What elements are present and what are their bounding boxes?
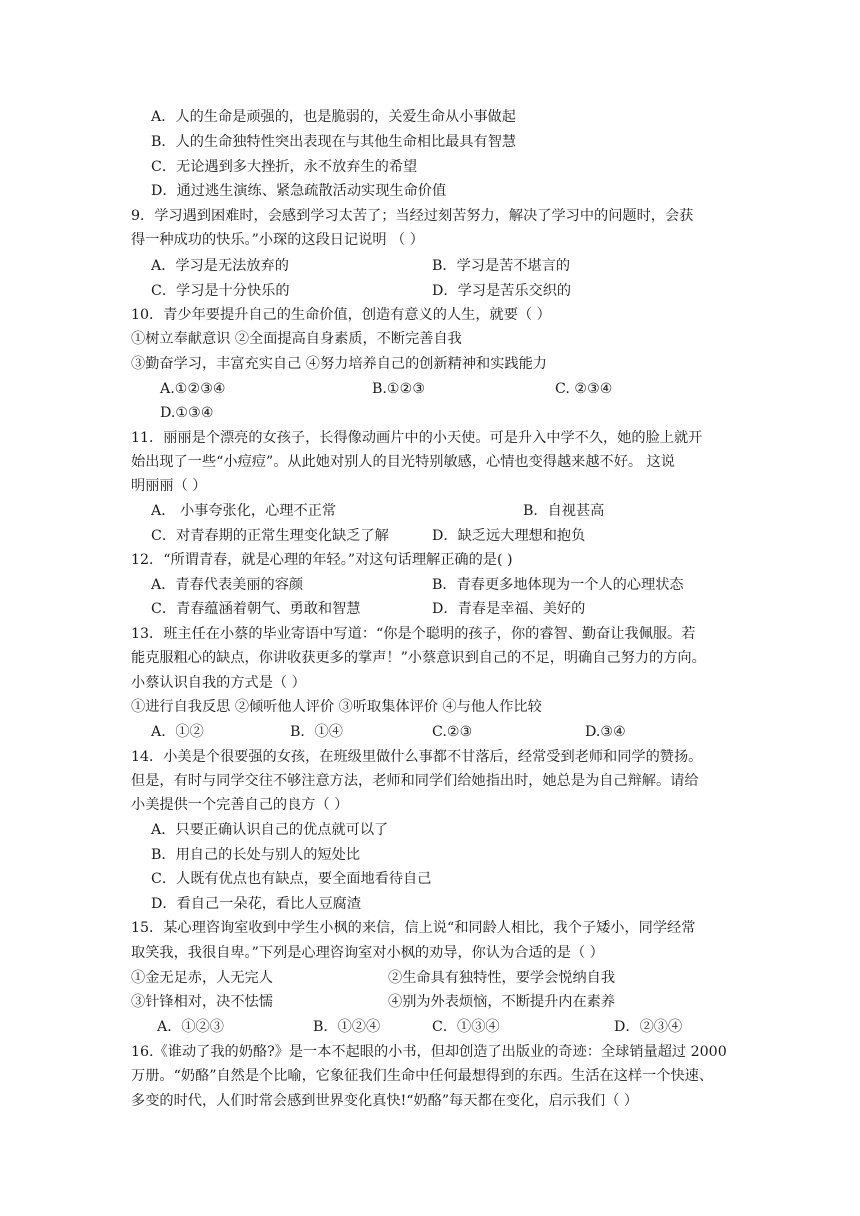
q9-stem-line1: 9．学习遇到困难时，会感到学习太苦了；当经过刻苦努力，解决了学习中的问题时，会获 [131, 208, 694, 224]
q14-option-c: C．人既有优点也有缺点，要全面地看待自己 [151, 871, 432, 887]
q16-stem-line1: 16.《谁动了我的奶酪?》是一本不起眼的小书，但却创造了出版业的奇迹：全球销量超过 2000 [131, 1044, 727, 1060]
q9-option-a: A．学习是无法放弃的 [151, 258, 289, 274]
q8-option-d: D．通过逃生演练、紧急疏散活动实现生命价值 [151, 183, 447, 199]
q16-stem-line3: 多变的时代，人们时常会感到世界变化真快!“奶酪”每天都在变化，启示我们（ ） [131, 1093, 639, 1109]
q8-option-c: C．无论遇到多大挫折，永不放弃生的希望 [151, 159, 418, 175]
q13-items: ①进行自我反思 ②倾听他人评价 ③听取集体评价 ④与他人作比较 [131, 699, 542, 715]
q13-option-a: A．①② [151, 724, 204, 740]
q15-option-b: B．①②④ [313, 1019, 381, 1035]
q13-stem-line3: 小蔡认识自我的方式是（ ） [131, 675, 306, 691]
q10-stem: 10．青少年要提升自己的生命价值，创造有意义的人生，就要（ ） [131, 307, 551, 323]
q13-option-c: C.②③ [432, 724, 473, 740]
q12-stem: 12．“所谓青春，就是心理的年轻。”对这句话理解正确的是( ) [131, 552, 513, 568]
q13-option-b: B．①④ [290, 724, 343, 740]
q14-stem-line1: 14．小美是个很要强的女孩，在班级里做什么事都不甘落后，经常受到老师和同学的赞扬。 [131, 749, 703, 765]
q10-option-b: B.①②③ [372, 381, 426, 397]
q11-stem-line2: 始出现了一些“小痘痘”。从此她对别人的目光特别敏感，心情也变得越来越不好。 这说 [131, 454, 675, 470]
q14-option-a: A．只要正确认识自己的优点就可以了 [151, 822, 389, 838]
q13-option-d: D.③④ [585, 724, 626, 740]
q9-stem-line2: 得一种成功的快乐。”小琛的这段日记说明 （ ） [131, 232, 424, 248]
q9-option-c: C．学习是十分快乐的 [151, 283, 290, 299]
q12-option-d: D．青春是幸福、美好的 [432, 601, 586, 617]
q11-stem-line3: 明丽丽（ ） [131, 478, 207, 494]
q16-stem-line2: 万册。“奶酪”自然是个比喻，它象征我们生命中任何最想得到的东西。生活在这样一个快速、 [131, 1068, 714, 1084]
q15-option-d: D．②③④ [614, 1019, 683, 1035]
q10-option-c: C. ②③④ [555, 381, 613, 397]
q15-item-2: ②生命具有独特性，要学会悦纳自我 [388, 970, 616, 986]
q13-stem-line2: 能克服粗心的缺点，你讲收获更多的掌声！”小蔡意识到自己的不足，明确自己努力的方向。 [131, 650, 706, 666]
q8-option-a: A．人的生命是顽强的，也是脆弱的，关爱生命从小事做起 [151, 109, 516, 125]
q15-option-a: A．①②③ [157, 1019, 224, 1035]
q9-option-b: B．学习是苦不堪言的 [432, 258, 571, 274]
q12-option-c: C．青春蕴涵着朝气、勇敢和智慧 [151, 601, 361, 617]
q10-option-d: D.①③④ [160, 405, 214, 421]
q14-stem-line3: 小美提供一个完善自己的良方（ ） [131, 797, 349, 813]
q15-item-4: ④别为外表烦恼，不断提升内在素养 [388, 994, 616, 1010]
q11-option-b: B．自视甚高 [523, 503, 605, 519]
q14-option-d: D．看自己一朵花，看比人豆腐渣 [151, 896, 362, 912]
q10-item-1-2: ①树立奉献意识 ②全面提高自身素质，不断完善自我 [131, 331, 462, 347]
q10-option-a: A.①②③④ [160, 381, 226, 397]
q15-item-3: ③针锋相对，决不怯懦 [131, 994, 273, 1010]
q9-option-d: D．学习是苦乐交织的 [432, 283, 572, 299]
q14-option-b: B．用自己的长处与别人的短处比 [151, 847, 361, 863]
q14-stem-line2: 但是，有时与同学交往不够注意方法，老师和同学们给她指出时，她总是为自己辩解。请给 [131, 773, 699, 789]
q13-stem-line1: 13．班主任在小蔡的毕业寄语中写道：“你是个聪明的孩子，你的睿智、勤奋让我佩服。若 [131, 626, 696, 642]
q10-item-3-4: ③勤奋学习，丰富充实自己 ④努力培养自己的创新精神和实践能力 [131, 356, 547, 372]
q15-stem-line1: 15．某心理咨询室收到中学生小枫的来信，信上说“和同龄人相比，我个子矮小，同学经常 [131, 920, 696, 936]
q12-option-a: A．青春代表美丽的容颜 [151, 577, 304, 593]
q11-option-a: A． 小事夸张化，心理不正常 [151, 503, 337, 519]
q15-stem-line2: 取笑我，我很自卑。”下列是心理咨询室对小枫的劝导，你认为合适的是（ ） [131, 945, 604, 961]
q11-option-c: C．对青春期的正常生理变化缺乏了解 [151, 528, 389, 544]
q15-item-1: ①金无足赤，人无完人 [131, 970, 273, 986]
q8-option-b: B．人的生命独特性突出表现在与其他生命相比最具有智慧 [151, 134, 517, 150]
q11-stem-line1: 11．丽丽是个漂亮的女孩子，长得像动画片中的小天使。可是升入中学不久，她的脸上就开 [131, 430, 703, 446]
q11-option-d: D．缺乏远大理想和抱负 [432, 528, 586, 544]
q12-option-b: B．青春更多地体现为一个人的心理状态 [432, 577, 684, 593]
q15-option-c: C．①③④ [432, 1019, 500, 1035]
